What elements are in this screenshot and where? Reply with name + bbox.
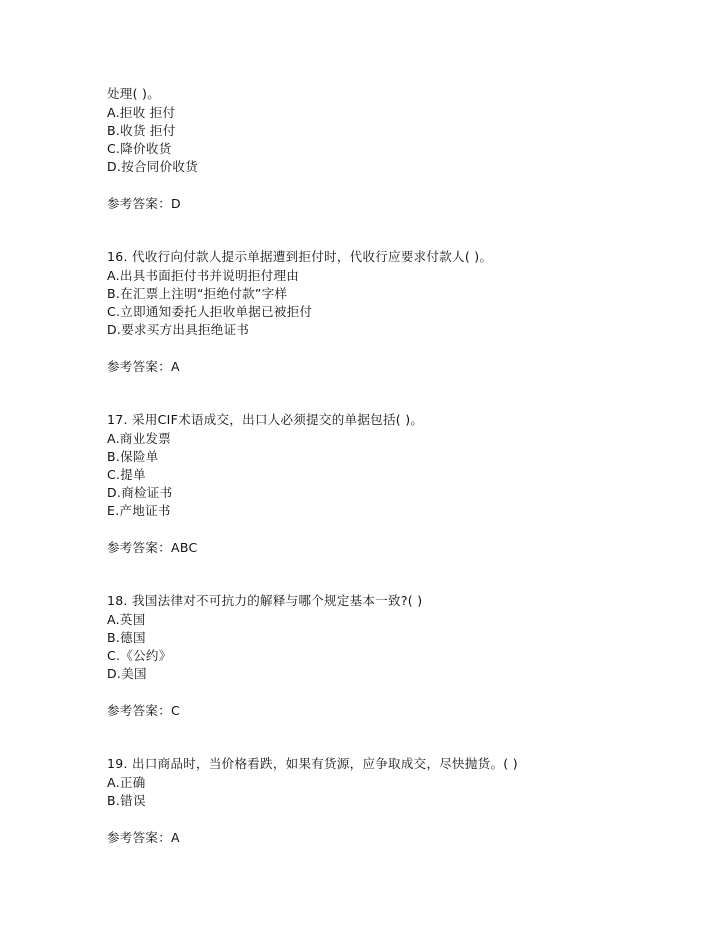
option-a: A.英国 bbox=[107, 612, 146, 627]
option-b: B.在汇票上注明“拒绝付款”字样 bbox=[107, 286, 288, 301]
option-a: A.正确 bbox=[107, 775, 146, 790]
question-stem: 处理( )。 bbox=[107, 86, 161, 101]
option-a: A.拒收 拒付 bbox=[107, 105, 176, 120]
option-c: C.立即通知委托人拒收单据已被拒付 bbox=[107, 304, 313, 319]
option-d: D.要求买方出具拒绝证书 bbox=[107, 322, 250, 337]
question-stem: 16. 代收行向付款人提示单据遭到拒付时，代收行应要求付款人( )。 bbox=[107, 249, 493, 264]
answer-line: 参考答案：D bbox=[107, 196, 181, 211]
option-c: C.《公约》 bbox=[107, 648, 172, 663]
answer-line: 参考答案：A bbox=[107, 359, 180, 374]
question-stem: 19. 出口商品时，当价格看跌，如果有货源，应争取成交，尽快抛货。( ) bbox=[107, 756, 518, 771]
option-d: D.商检证书 bbox=[107, 485, 173, 500]
option-c: C.降价收货 bbox=[107, 141, 172, 156]
option-d: D.美国 bbox=[107, 666, 147, 681]
option-d: D.按合同价收货 bbox=[107, 159, 198, 174]
option-b: B.保险单 bbox=[107, 449, 159, 464]
option-a: A.商业发票 bbox=[107, 431, 172, 446]
option-c: C.提单 bbox=[107, 467, 146, 482]
question-stem: 18. 我国法律对不可抗力的解释与哪个规定基本一致?( ) bbox=[107, 593, 423, 608]
answer-line: 参考答案：ABC bbox=[107, 540, 198, 555]
option-a: A.出具书面拒付书并说明拒付理由 bbox=[107, 268, 300, 283]
answer-line: 参考答案：A bbox=[107, 830, 180, 845]
option-b: B.德国 bbox=[107, 630, 146, 645]
question-stem: 17. 采用CIF术语成交，出口人必须提交的单据包括( )。 bbox=[107, 412, 424, 427]
answer-line: 参考答案：C bbox=[107, 703, 181, 718]
option-b: B.收货 拒付 bbox=[107, 123, 176, 138]
option-e: E.产地证书 bbox=[107, 503, 171, 518]
option-b: B.错误 bbox=[107, 793, 146, 808]
